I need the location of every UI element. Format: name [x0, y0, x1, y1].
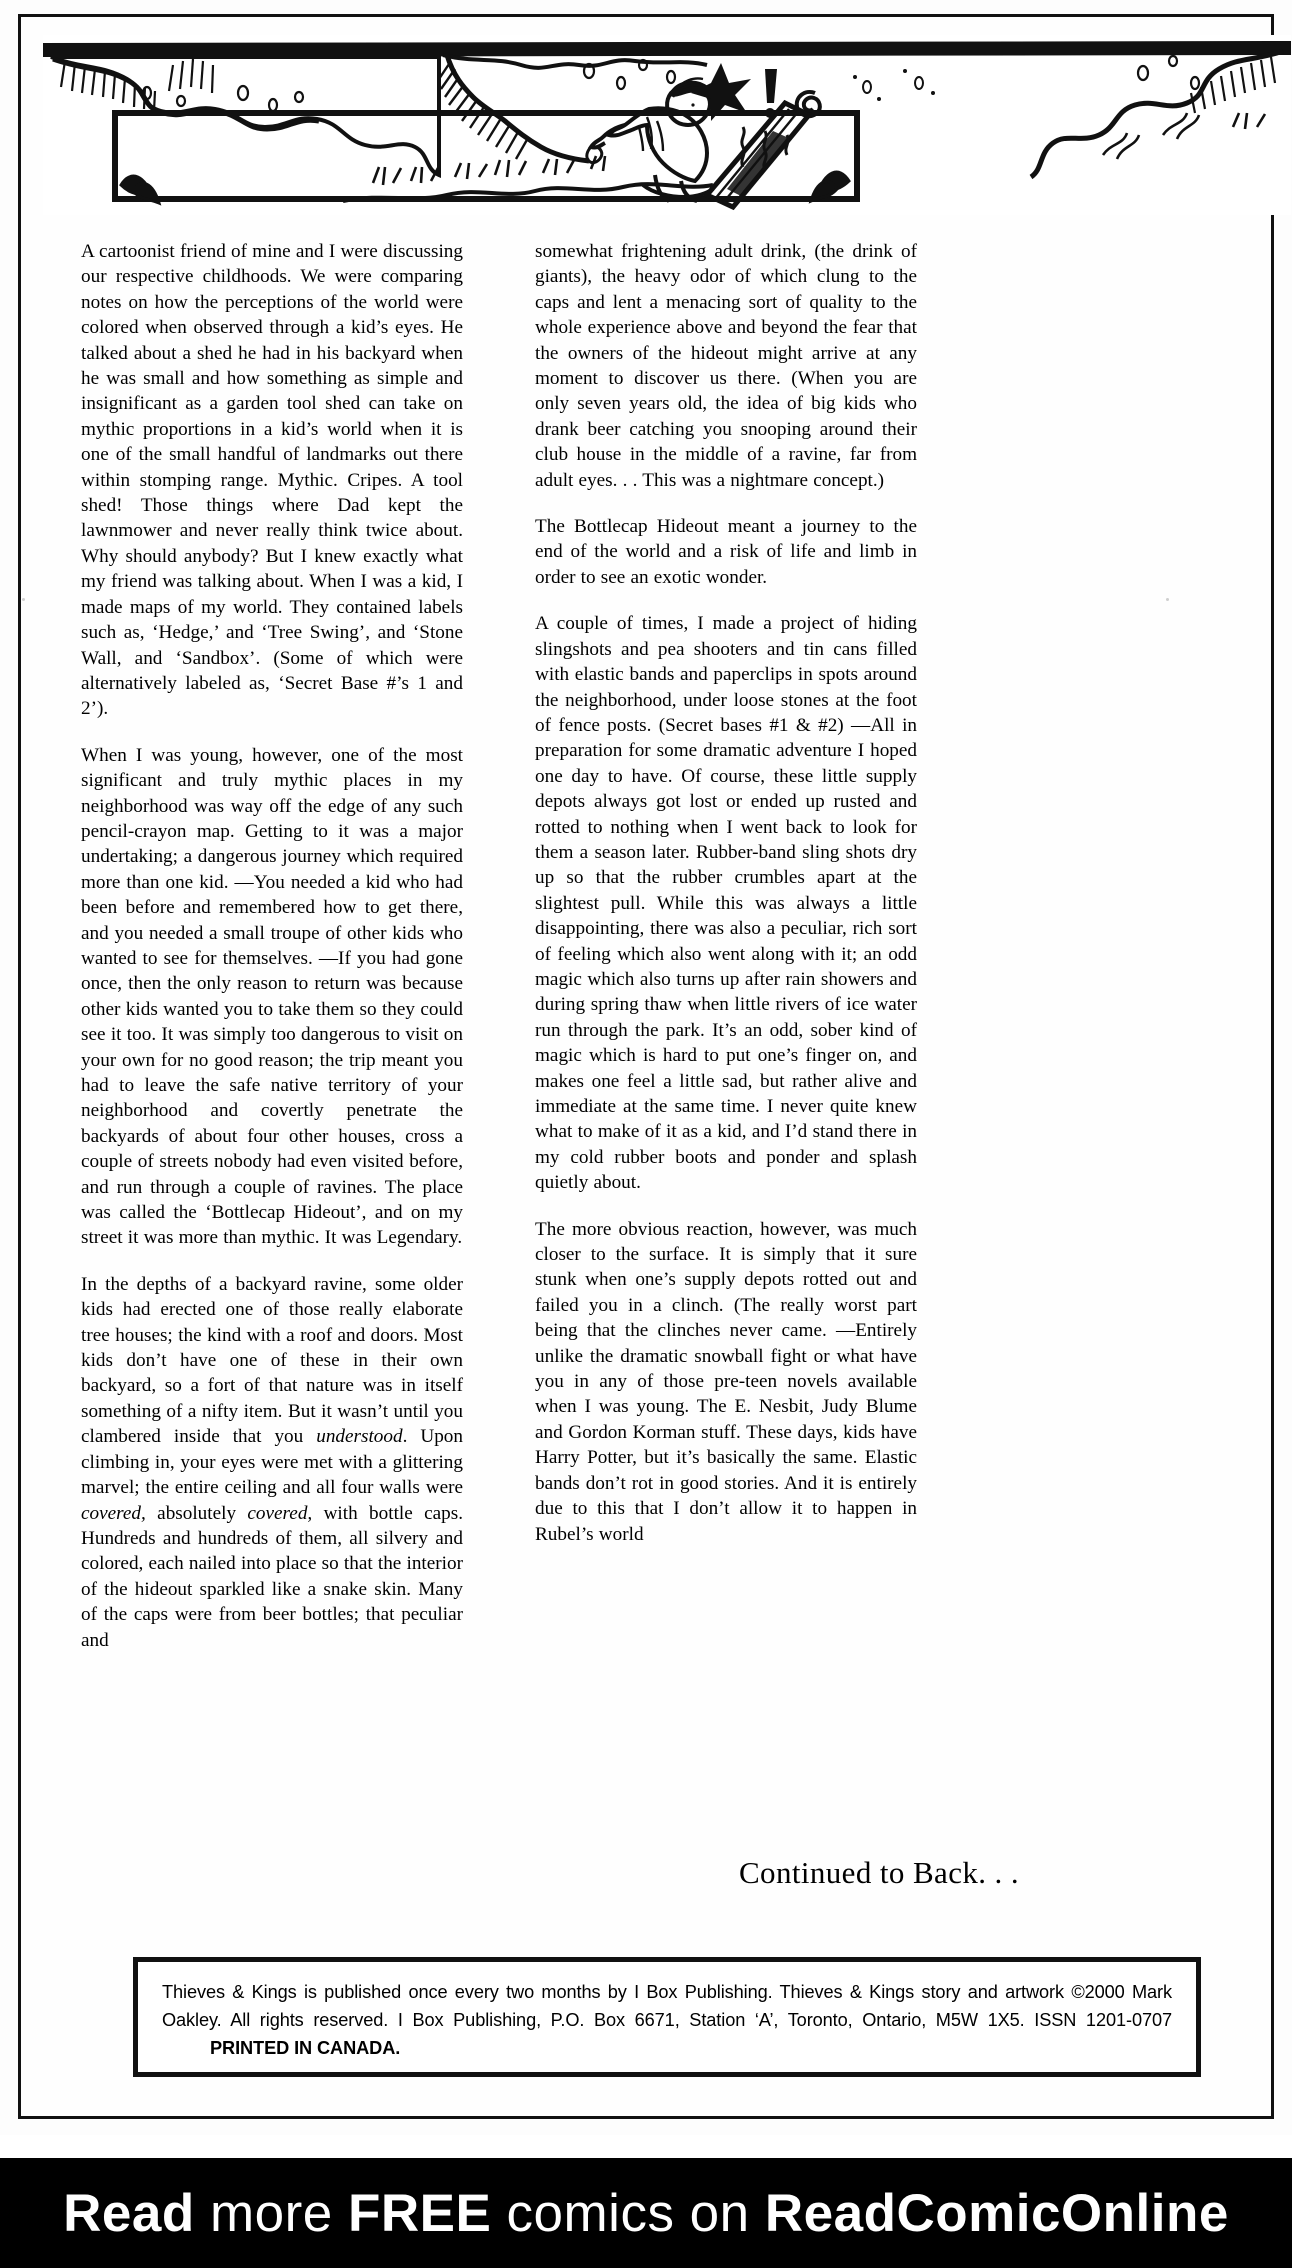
paragraph: The more obvious reaction, however, was much closer to the surface. It is simply that it sure stunk when one’s supply depots rotted out and failed you in a clinch. (The really worst part being that the clinches never came. —Entirely unlike the dramatic snowball fight or what have you in any of those pre-teen novels available when I was young. The E. Nesbit, Judy Blume and Gordon Korman stuff. These days, kids have Harry Potter, but it’s basically the same. Elastic bands don’t rot in good stories. And it is entirely due to this that I don’t allow it to happen in Rubel’s world	[535, 1218, 917, 1545]
paragraph: A cartoonist friend of mine and I were discussing our respective childhoods. We were comparing notes on how the perceptions of the world were colored when observed through a kid’s eyes. He talked about a shed he had in his backyard when he was small and how something as simple and insignificant as a garden tool shed can take on mythic proportions in a kid’s world when it is one of the small handful of landmarks out there within stomping range. Mythic. Cripes. A tool shed! Those things where Dad kept the lawnmower and never really think twice about. Why should anybody? But I knew exactly what my friend was talking about. When I was a kid, I made maps of my world. They contained labels such as, ‘Hedge,’ and ‘Tree Swing’, and ‘Stone Wall, and ‘Sandbox’. (Some of which were alternatively labeled as, ‘Secret Base #’s 1 and 2’).	[81, 241, 463, 720]
indicia-line-3a: Ontario, M5W 1X5. ISSN 1201-0707	[862, 2010, 1173, 2030]
indicia-box	[133, 1957, 1201, 2077]
promo-word-more: more	[194, 2183, 348, 2243]
text-column-right	[535, 239, 917, 1653]
printed-in-canada-label: PRINTED IN CANADA.	[210, 2038, 401, 2058]
page-border-frame	[18, 14, 1274, 2119]
promo-word-site: ReadComicOnline	[764, 2183, 1229, 2243]
paragraph: somewhat frightening adult drink, (the drink of giants), the heavy odor of which clung to the caps and lent a menacing sort of quality to the whole experience above and beyond the fear that the owners of the hideout might arrive at any moment to discover us there. (When you are only seven years old, the idea of big kids who drank beer catching you snooping around their club house in the middle of a ravine, far from adult eyes. . . This was a nightmare concept.)	[535, 241, 917, 491]
paragraph: When I was young, however, one of the most significant and truly mythic places in my neighborhood was way off the edge of any such pencil-crayon map. Getting to it was a major undertaking; a dangerous journey which required more than one kid. —You needed a kid who had been before and remembered how to get there, and you needed a small troupe of other kids who wanted to see for themselves. —If you had gone once, then the only reason to return was because other kids wanted you to take them so they could see it too. It was simply too dangerous to visit on your own for no good reason; the trip meant you had to leave the safe native territory of your neighborhood and covertly penetrate the backyards of about four other houses, cross a couple of streets nobody had even visited before, and run through a couple of ravines. The place was called the ‘Bottlecap Hideout’, and on my street it was more than mythic. It was Legendary.	[81, 744, 463, 1249]
promo-word-comics-on: comics on	[491, 2183, 765, 2243]
paragraph: A couple of times, I made a project of hiding slingshots and pea shooters and tin cans filled with elastic bands and paperclips in spots around the neighborhood, under loose stones at the foot of fence posts. (Secret bases #1 & #2) —All in preparation for some dramatic adventure I hoped one day to have. Of course, these little supply depots always got lost or ended up rusted and rotted to nothing when I went back to look for them a season later. Rubber-band sling shots dry up so that the rubber crumbles apart at the slightest pull. While this was always a little disappointing, there was also a peculiar, rich sort of feeling which also went along with it; an odd magic which also turns up after rain showers and during spring thaw when little rivers of ice water run through the park. It’s an odd, sober kind of magic which is hard to put one’s finger on, and makes one feel a little sad, but rather alive and immediate at the same time. I never quite knew what to make of it as a kid, and I’d stand there in my cold rubber boots and ponder and splash quietly about.	[535, 613, 917, 1194]
header-art-svg	[43, 35, 1291, 215]
indicia-text	[138, 1962, 1196, 2062]
paragraph: The Bottlecap Hideout meant a journey to the end of the world and a risk of life and limb in order to see an exotic wonder.	[535, 516, 917, 588]
indicia-line-1: Thieves & Kings is published once every two months by I Box Publishing. Thieves & Kings story and	[162, 1982, 998, 2002]
promo-banner-text	[63, 2183, 1229, 2244]
continued-notice	[499, 1855, 1259, 1891]
article-body	[81, 239, 1256, 1653]
text-column-left	[81, 239, 463, 1653]
continued-label: Continued to Back. . .	[738, 1855, 1020, 1890]
comic-header-illustration	[43, 35, 1291, 215]
indicia-line-2: artwork ©2000 Mark Oakley. All rights reserved. I Box Publishing, P.O. Box 6671, Station ‘A’, Toronto,	[162, 1982, 1172, 2030]
read-comic-online-banner[interactable]	[0, 2158, 1292, 2268]
scan-speck	[22, 598, 25, 601]
promo-word-read: Read	[63, 2183, 195, 2243]
paragraph: In the depths of a backyard ravine, some older kids had erected one of those really elaborate tree houses; the kind with a roof and doors. Most kids don’t have one of these in their own backyard, so a fort of that nature was in itself something of a nifty item. But it wasn’t until you clambered inside that you understood. Upon climbing in, your eyes were met with a glittering marvel; the entire ceiling and all four walls were covered, absolutely covered, with bottle caps. Hundreds and hundreds of them, all silvery and colored, each nailed into place so that the interior of the hideout sparkled like a snake skin. Many of the caps were from beer bottles; that peculiar and	[81, 1273, 463, 1651]
promo-word-free: FREE	[347, 2183, 492, 2243]
scan-speck	[1166, 598, 1169, 601]
